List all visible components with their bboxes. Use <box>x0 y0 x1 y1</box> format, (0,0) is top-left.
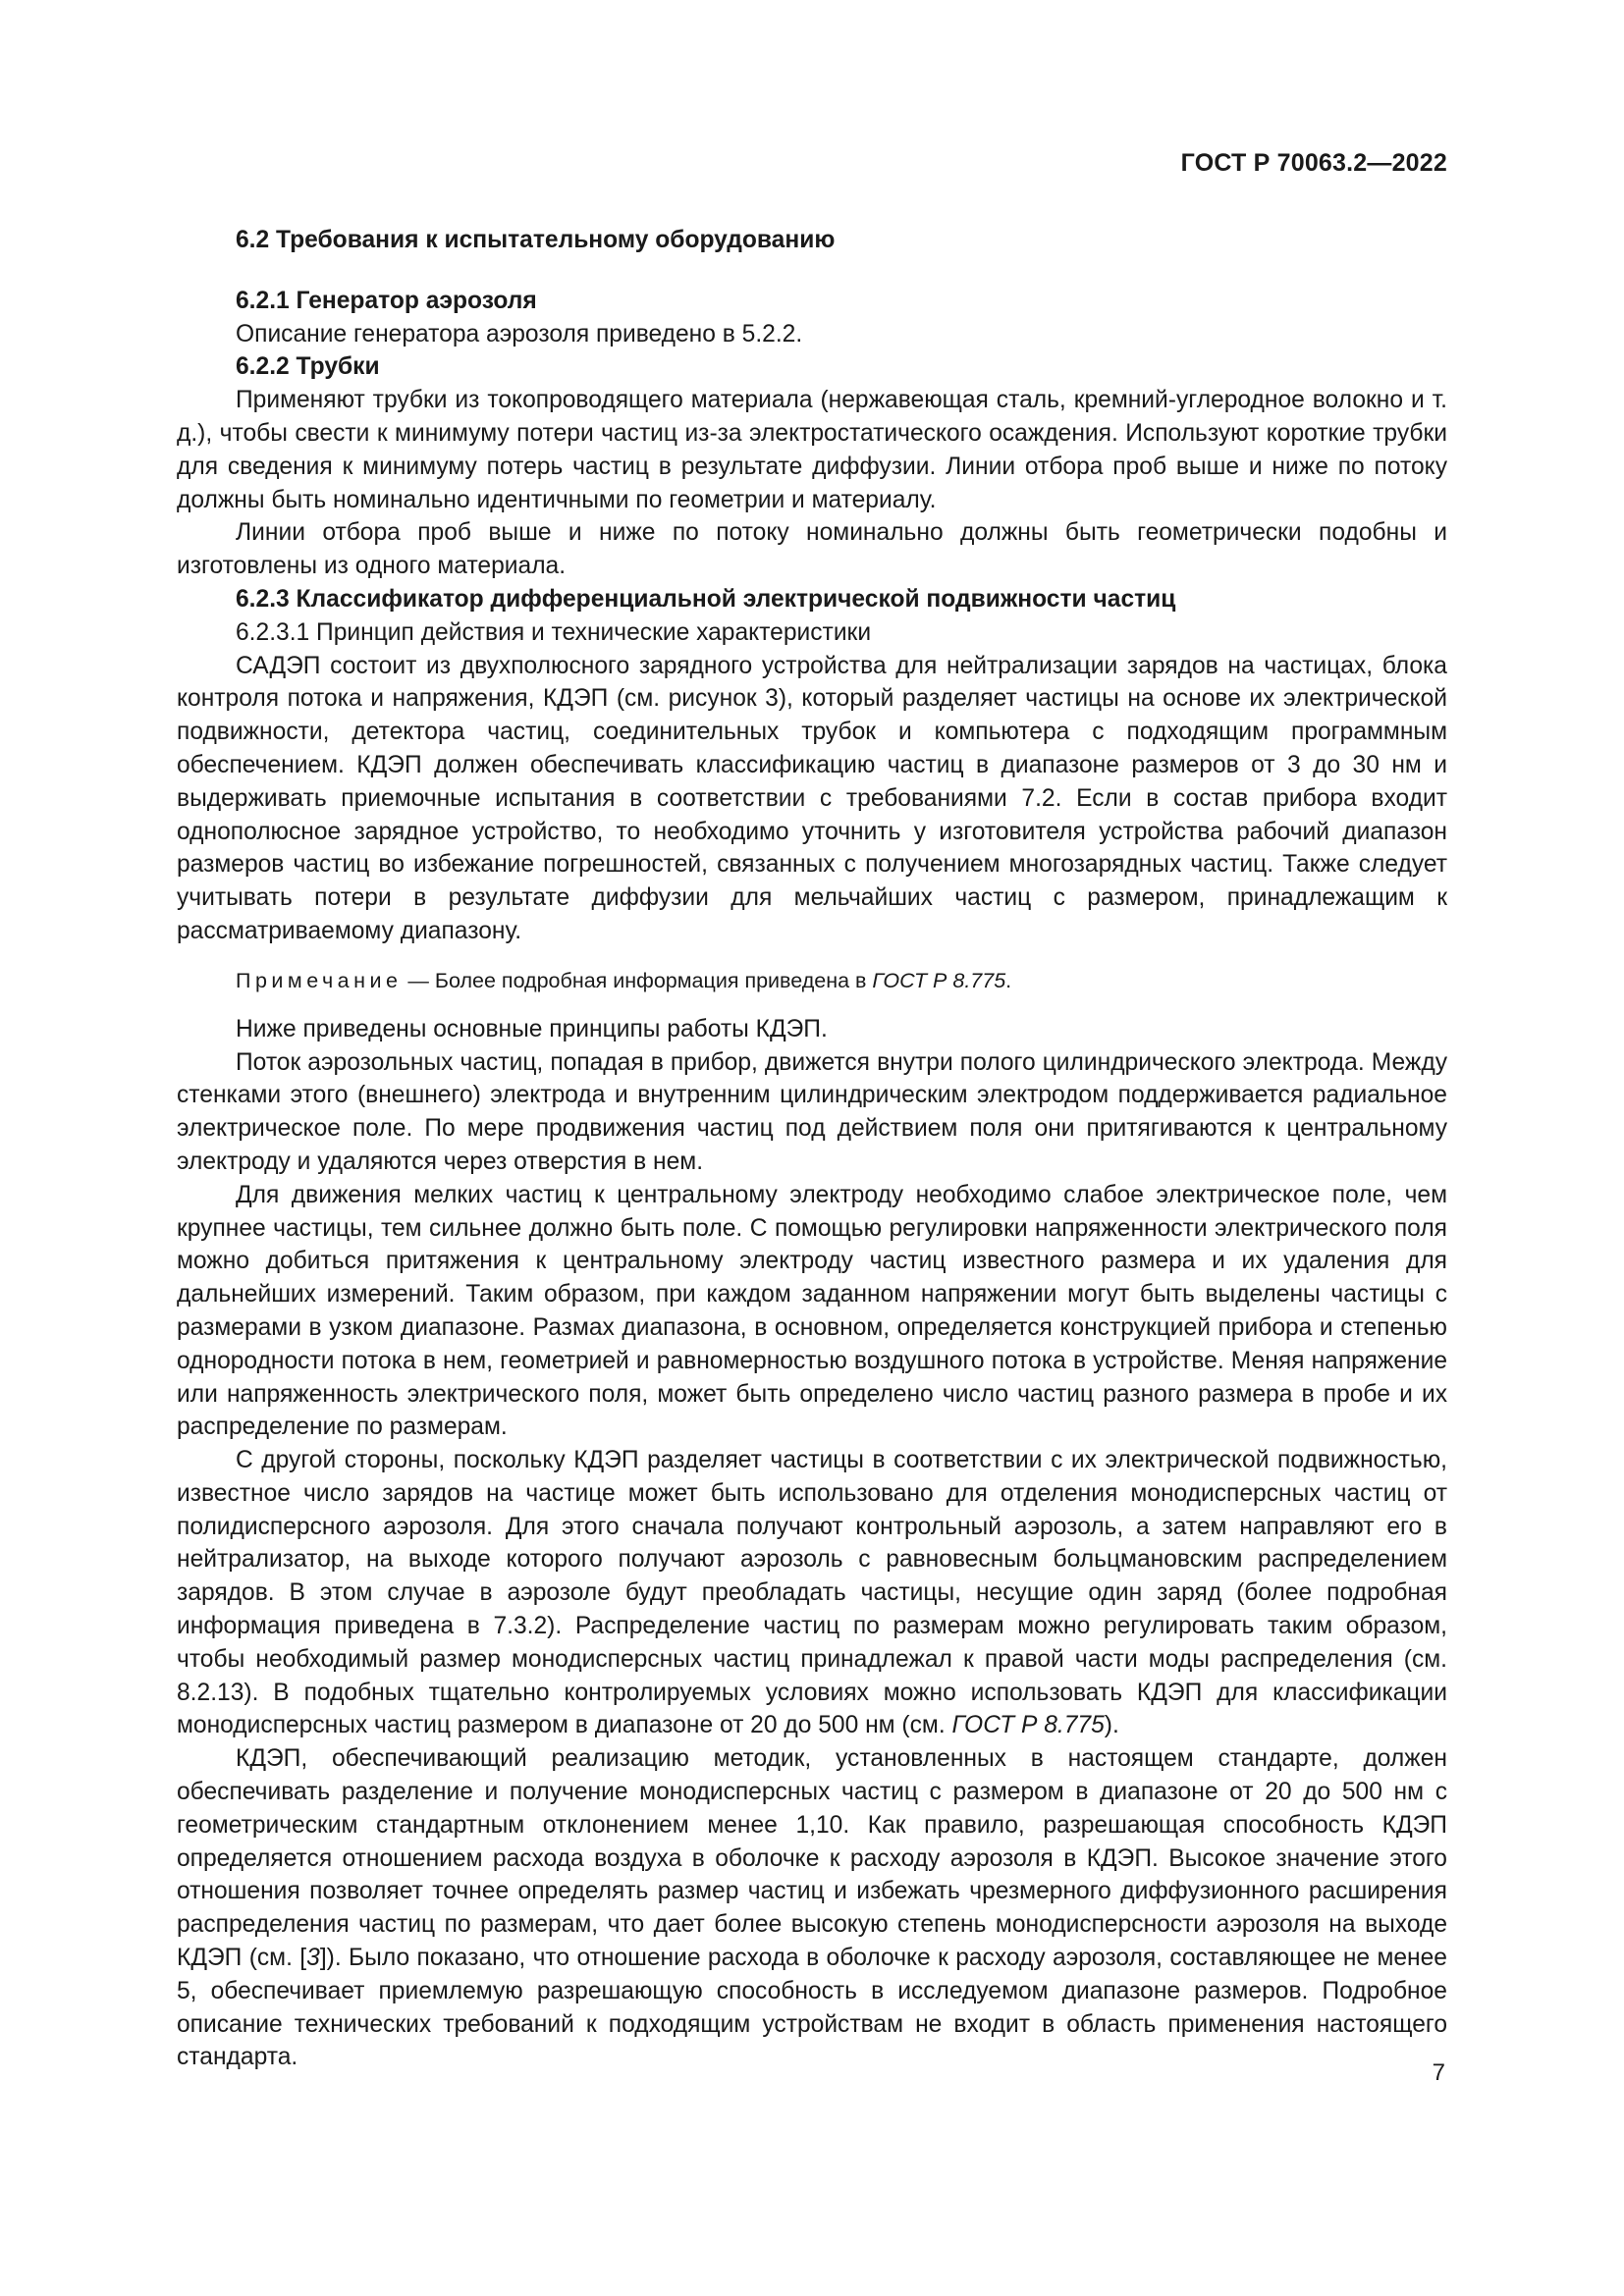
note-end: . <box>1005 968 1012 992</box>
paragraph-other-side-text: С другой стороны, поскольку КДЭП разделяет частицы в соответствии с их электрической подвижностью, известное число зарядов на частице может быть использовано для отделения монодисперсных частиц от полидисперсного аэрозоля. Для этого сначала получают контрольный аэрозоль, а затем направляют его в нейтрализатор, на выходе которого получают аэрозоль с равновесным больцмановским распределением зарядов. В этом случае в аэрозоле будут преобладать частицы, несущие один заряд (более подробная информация приведена в 7.3.2). Распределение частиц по размерам можно регулировать таким образом, чтобы необходимый размер монодисперсных частиц принадлежал к правой части моды распределения (см. 8.2.13). В подобных тщательно контролируемых условиях можно использовать КДЭП для классификации монодисперсных частиц размером в диапазоне от 20 до 500 нм (см. <box>177 1447 1447 1739</box>
section-heading-6-2-3-1: 6.2.3.1 Принцип действия и технические характеристики <box>236 618 872 646</box>
document-body <box>177 224 1447 2074</box>
paragraph-tubes-material: Применяют трубки из токопроводящего материала (нержавеющая сталь, кремний-углеродное волокно и т. д.), чтобы свести к минимуму потери частиц из-за электростатического осаждения. Используют короткие трубки для сведения к минимуму потерь частиц в результате диффузии. Линии отбора проб выше и ниже по потоку должны быть номинально идентичными по геометрии и материалу. <box>177 387 1447 513</box>
section-heading-6-2-1: 6.2.1 Генератор аэрозоля <box>236 287 537 314</box>
page-number: 7 <box>1432 2059 1445 2086</box>
paragraph-6-2-1: Описание генератора аэрозоля приведено в 5.2.2. <box>236 320 803 347</box>
paragraph-principles: Ниже приведены основные принципы работы КДЭП. <box>236 1015 828 1042</box>
bibliography-reference: 3 <box>306 1945 320 1972</box>
paragraph-other-side-end: ). <box>1104 1712 1119 1739</box>
note-label: Примечание <box>236 968 403 992</box>
paragraph-other-side <box>177 1444 1447 1742</box>
paragraph-kdep-text-a: КДЭП, обеспечивающий реализацию методик, установленных в настоящем стандарте, должен обеспечивать разделение и получение монодисперсных частиц с размером в диапазоне от 20 до 500 нм с геометрическим стандартным отклонением менее 1,10. Как правило, разрешающая способность КДЭП определяется отношением расхода воздуха в оболочке к расходу аэрозоля в КДЭП. Высокое значение этого отношения позволяет точнее определять размер частиц и избежать чрезмерного диффузионного расширения распределения частиц по размерам, что дает более высокую степень монодисперсности аэрозоля на выходе КДЭП (см. [ <box>177 1745 1447 1972</box>
note-reference: ГОСТ Р 8.775 <box>872 968 1006 992</box>
section-heading-6-2: 6.2 Требования к испытательному оборудованию <box>236 227 836 253</box>
document-code: ГОСТ Р 70063.2—2022 <box>1180 149 1447 177</box>
paragraph-other-side-reference: ГОСТ Р 8.775 <box>951 1712 1105 1739</box>
section-heading-6-2-2: 6.2.2 Трубки <box>236 353 380 381</box>
paragraph-kdep-text-b: ]). Было показано, что отношение расхода в оболочке к расходу аэрозоля, составляющее не менее 5, обеспечивает приемлемую разрешающую способность в исследуемом диапазоне размеров. Подробное описание технических требований к подходящим устройствам не входит в область применения настоящего стандарта. <box>177 1945 1447 2071</box>
paragraph-small-particles: Для движения мелких частиц к центральному электроду необходимо слабое электрическое поле, чем крупнее частицы, тем сильнее должно быть поле. С помощью регулировки напряженности электрического поля можно добиться притяжения к центральному электроду частиц известного размера и их удаления для дальнейших измерений. Таким образом, при каждом заданном напряжении могут быть выделены частицы с размерами в узком диапазоне. Размах диапазона, в основном, определяется конструкцией прибора и степенью однородности потока в нем, геометрией и равномерностью воздушного потока в устройстве. Меняя напряжение или напряженность электрического поля, может быть определено число частиц разного размера в пробе и их распределение по размерам. <box>177 1181 1447 1441</box>
paragraph-tubes-lines: Линии отбора проб выше и ниже по потоку номинально должны быть геометрически подобны и изготовлены из одного материала. <box>177 519 1447 580</box>
paragraph-kdep-requirements <box>177 1742 1447 2074</box>
section-heading-6-2-3: 6.2.3 Классификатор дифференциальной электрической подвижности частиц <box>236 585 1176 613</box>
note-text: — Более подробная информация приведена в <box>402 968 873 992</box>
note <box>177 966 1447 995</box>
paragraph-sadep: САДЭП состоит из двухполюсного зарядного устройства для нейтрализации зарядов на частицах, блока контроля потока и напряжения, КДЭП (см. рисунок 3), который разделяет частицы на основе их электрической подвижности, детектора частиц, соединительных трубок и компьютера с подходящим программным обеспечением. КДЭП должен обеспечивать классификацию частиц в диапазоне размеров от 3 до 30 нм и выдерживать приемочные испытания в соответствии с требованиями 7.2. Если в состав прибора входит однополюсное зарядное устройство, то необходимо уточнить у изготовителя устройства рабочий диапазон размеров частиц во избежание погрешностей, связанных с получением многозарядных частиц. Также следует учитывать потери в результате диффузии для мельчайших частиц с размером, принадлежащим к рассматриваемому диапазону. <box>177 652 1447 944</box>
paragraph-aerosol-flow: Поток аэрозольных частиц, попадая в прибор, движется внутри полого цилиндрического электрода. Между стенками этого (внешнего) электрода и внутренним цилиндрическим электродом поддерживается радиальное электрическое поле. По мере продвижения частиц под действием поля они притягиваются к центральному электроду и удаляются через отверстия в нем. <box>177 1048 1447 1175</box>
